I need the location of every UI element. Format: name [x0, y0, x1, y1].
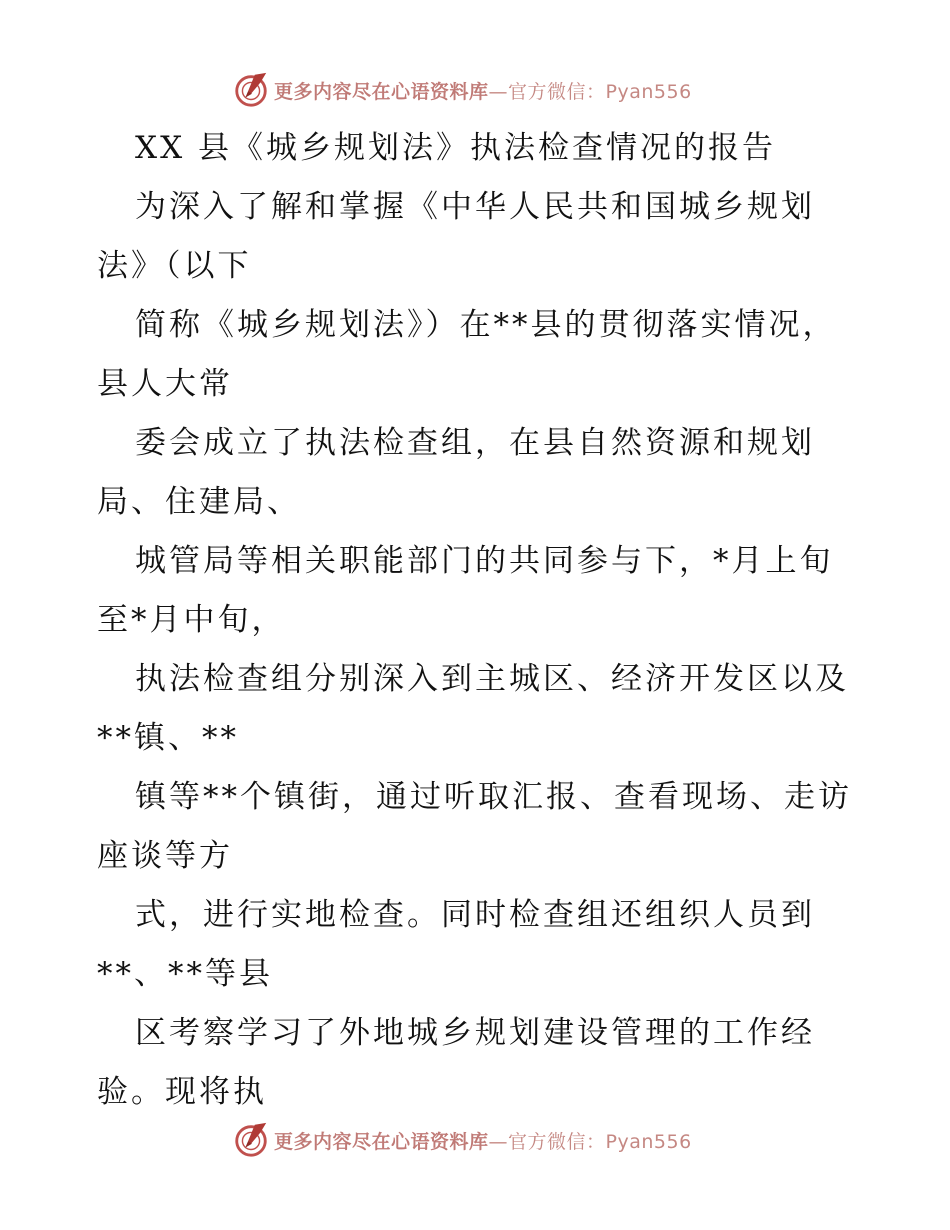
paragraph-line: 式，进行实地检查。同时检查组还组织人员到: [135, 897, 815, 933]
paragraph-line: 县人大常: [97, 366, 233, 402]
paragraph-line: 验。现将执: [97, 1074, 267, 1110]
paragraph-line: 镇等**个镇街，通过听取汇报、查看现场、走访: [135, 779, 852, 815]
paragraph-line: **镇、**: [97, 720, 239, 756]
watermark-wechat: —官方微信：Pyan556: [488, 1130, 692, 1153]
quill-logo-icon: [232, 1121, 270, 1159]
paragraph-line: 为深入了解和掌握《中华人民共和国城乡规划: [135, 189, 815, 225]
watermark-footer: [232, 1120, 692, 1160]
document-title: XX 县《城乡规划法》执法检查情况的报告: [135, 130, 776, 166]
paragraph-line: 法》（以下: [97, 248, 252, 284]
paragraph-line: 局、住建局、: [97, 484, 301, 520]
paragraph-line: **、**等县: [97, 956, 273, 992]
watermark-wechat: —官方微信：Pyan556: [488, 80, 692, 103]
paragraph-line: 委会成立了执法检查组，在县自然资源和规划: [135, 425, 815, 461]
watermark-text: 更多内容尽在心语资料库—官方微信：Pyan556: [274, 80, 692, 103]
watermark-text: 更多内容尽在心语资料库—官方微信：Pyan556: [274, 1130, 692, 1153]
paragraph-line: 简称《城乡规划法》）在**县的贯彻落实情况，: [135, 307, 837, 343]
paragraph-line: 执法检查组分别深入到主城区、经济开发区以及: [135, 661, 849, 697]
paragraph-line: 至*月中旬，: [97, 602, 286, 638]
paragraph-line: 座谈等方: [97, 838, 233, 874]
paragraph-line: 区考察学习了外地城乡规划建设管理的工作经: [135, 1015, 815, 1051]
paragraph-line: 城管局等相关职能部门的共同参与下，*月上旬: [135, 543, 834, 579]
